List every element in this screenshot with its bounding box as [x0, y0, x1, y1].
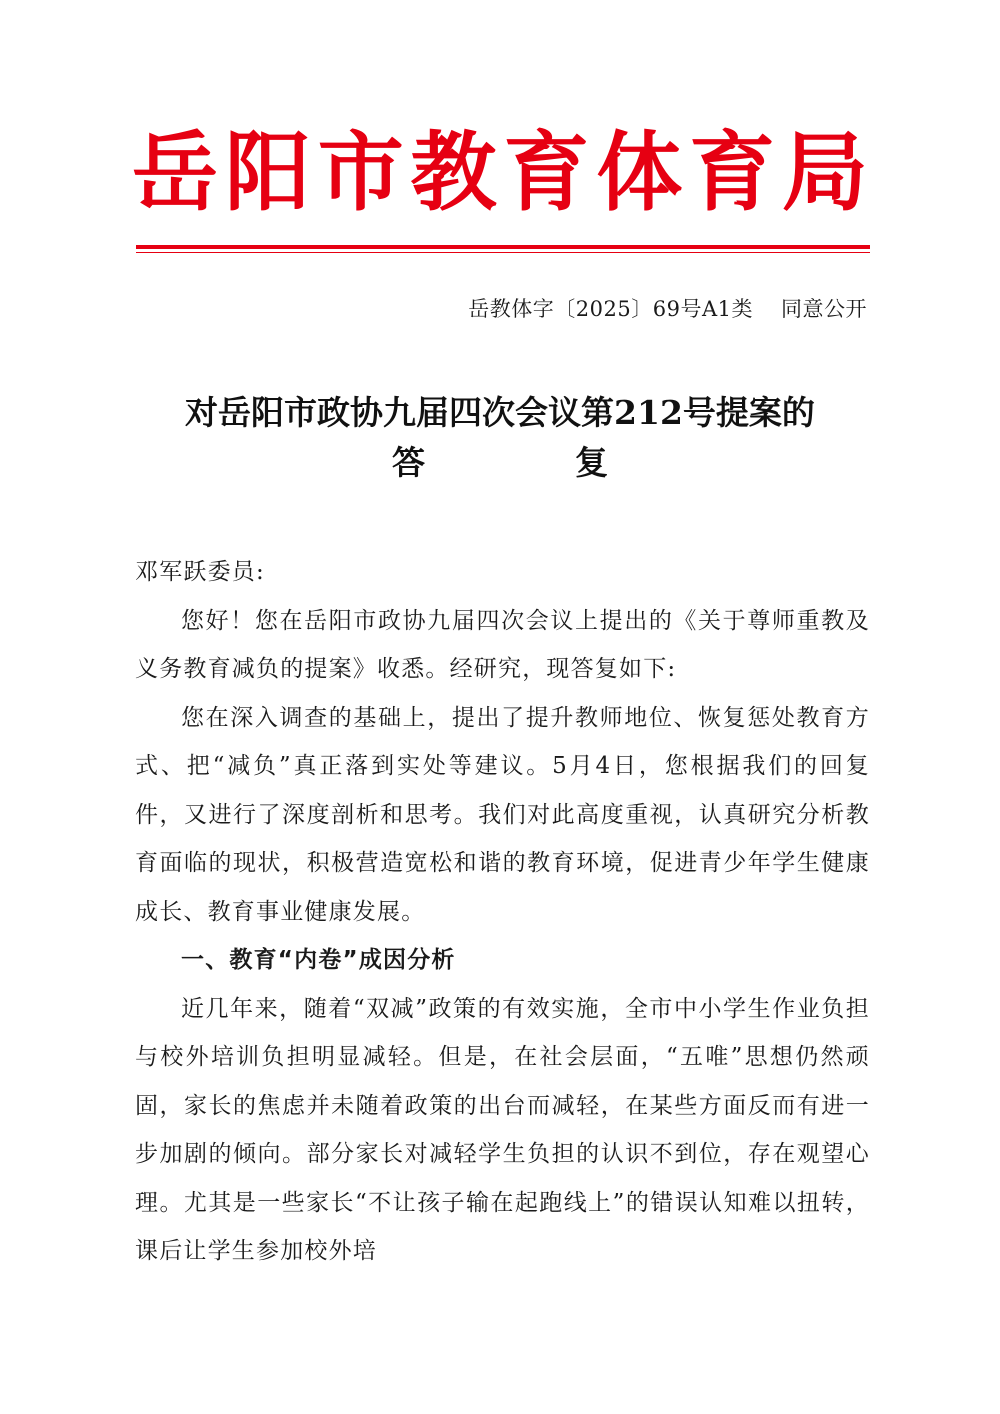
masthead-char: 育 [503, 123, 590, 223]
body-paragraph: 您在深入调查的基础上，提出了提升教师地位、恢复惩处教育方式、把“减负”真正落到实处等建议。5月4日，您根据我们的回复件，又进行了深度剖析和思考。我们对此高度重视，认真研究分析教育面临的现状，积极营造宽松和谐的教育环境，促进青少年学生健康成长、教育事业健康发展。 [135, 704, 870, 925]
title-line-2 [100, 438, 900, 488]
section-heading: 一、教育“内卷”成因分析 [181, 947, 456, 973]
title-line-2-right: 复 [575, 443, 608, 482]
document-number [468, 294, 867, 324]
masthead-char: 局 [781, 123, 868, 223]
body-paragraph: 近几年来，随着“双减”政策的有效实施，全市中小学生作业负担与校外培训负担明显减轻。但是，在社会层面，“五唯”思想仍然顽固，家长的焦虑并未随着政策的出台而减轻，在某些方面反而有进一步加剧的倾向。部分家长对减轻学生负担的认识不到位，存在观望心理。尤其是一些家长“不让孩子输在起跑线上”的错误认知难以扭转，课后让学生参加校外培 [135, 995, 870, 1264]
masthead-divider-thick [136, 245, 870, 249]
masthead-char: 市 [317, 123, 404, 223]
disclosure-status: 同意公开 [781, 297, 867, 321]
salutation: 邓军跃委员: [135, 559, 265, 585]
masthead-char: 育 [689, 123, 776, 223]
masthead-title [130, 118, 870, 228]
masthead-divider-thin [136, 252, 870, 253]
masthead-char: 体 [596, 123, 683, 223]
title-line-1: 对岳阳市政协九届四次会议第212号提案的 [185, 393, 815, 432]
masthead-char: 阳 [224, 123, 311, 223]
document-title [100, 388, 900, 488]
masthead-char: 教 [410, 123, 497, 223]
document-code: 岳教体字〔2025〕69号A1类 [468, 297, 753, 321]
document-body [135, 548, 870, 1276]
body-paragraph: 您好！您在岳阳市政协九届四次会议上提出的《关于尊师重教及义务教育减负的提案》收悉。经研究，现答复如下: [135, 607, 870, 682]
title-line-2-left: 答 [392, 443, 425, 482]
masthead-char: 岳 [132, 123, 218, 223]
